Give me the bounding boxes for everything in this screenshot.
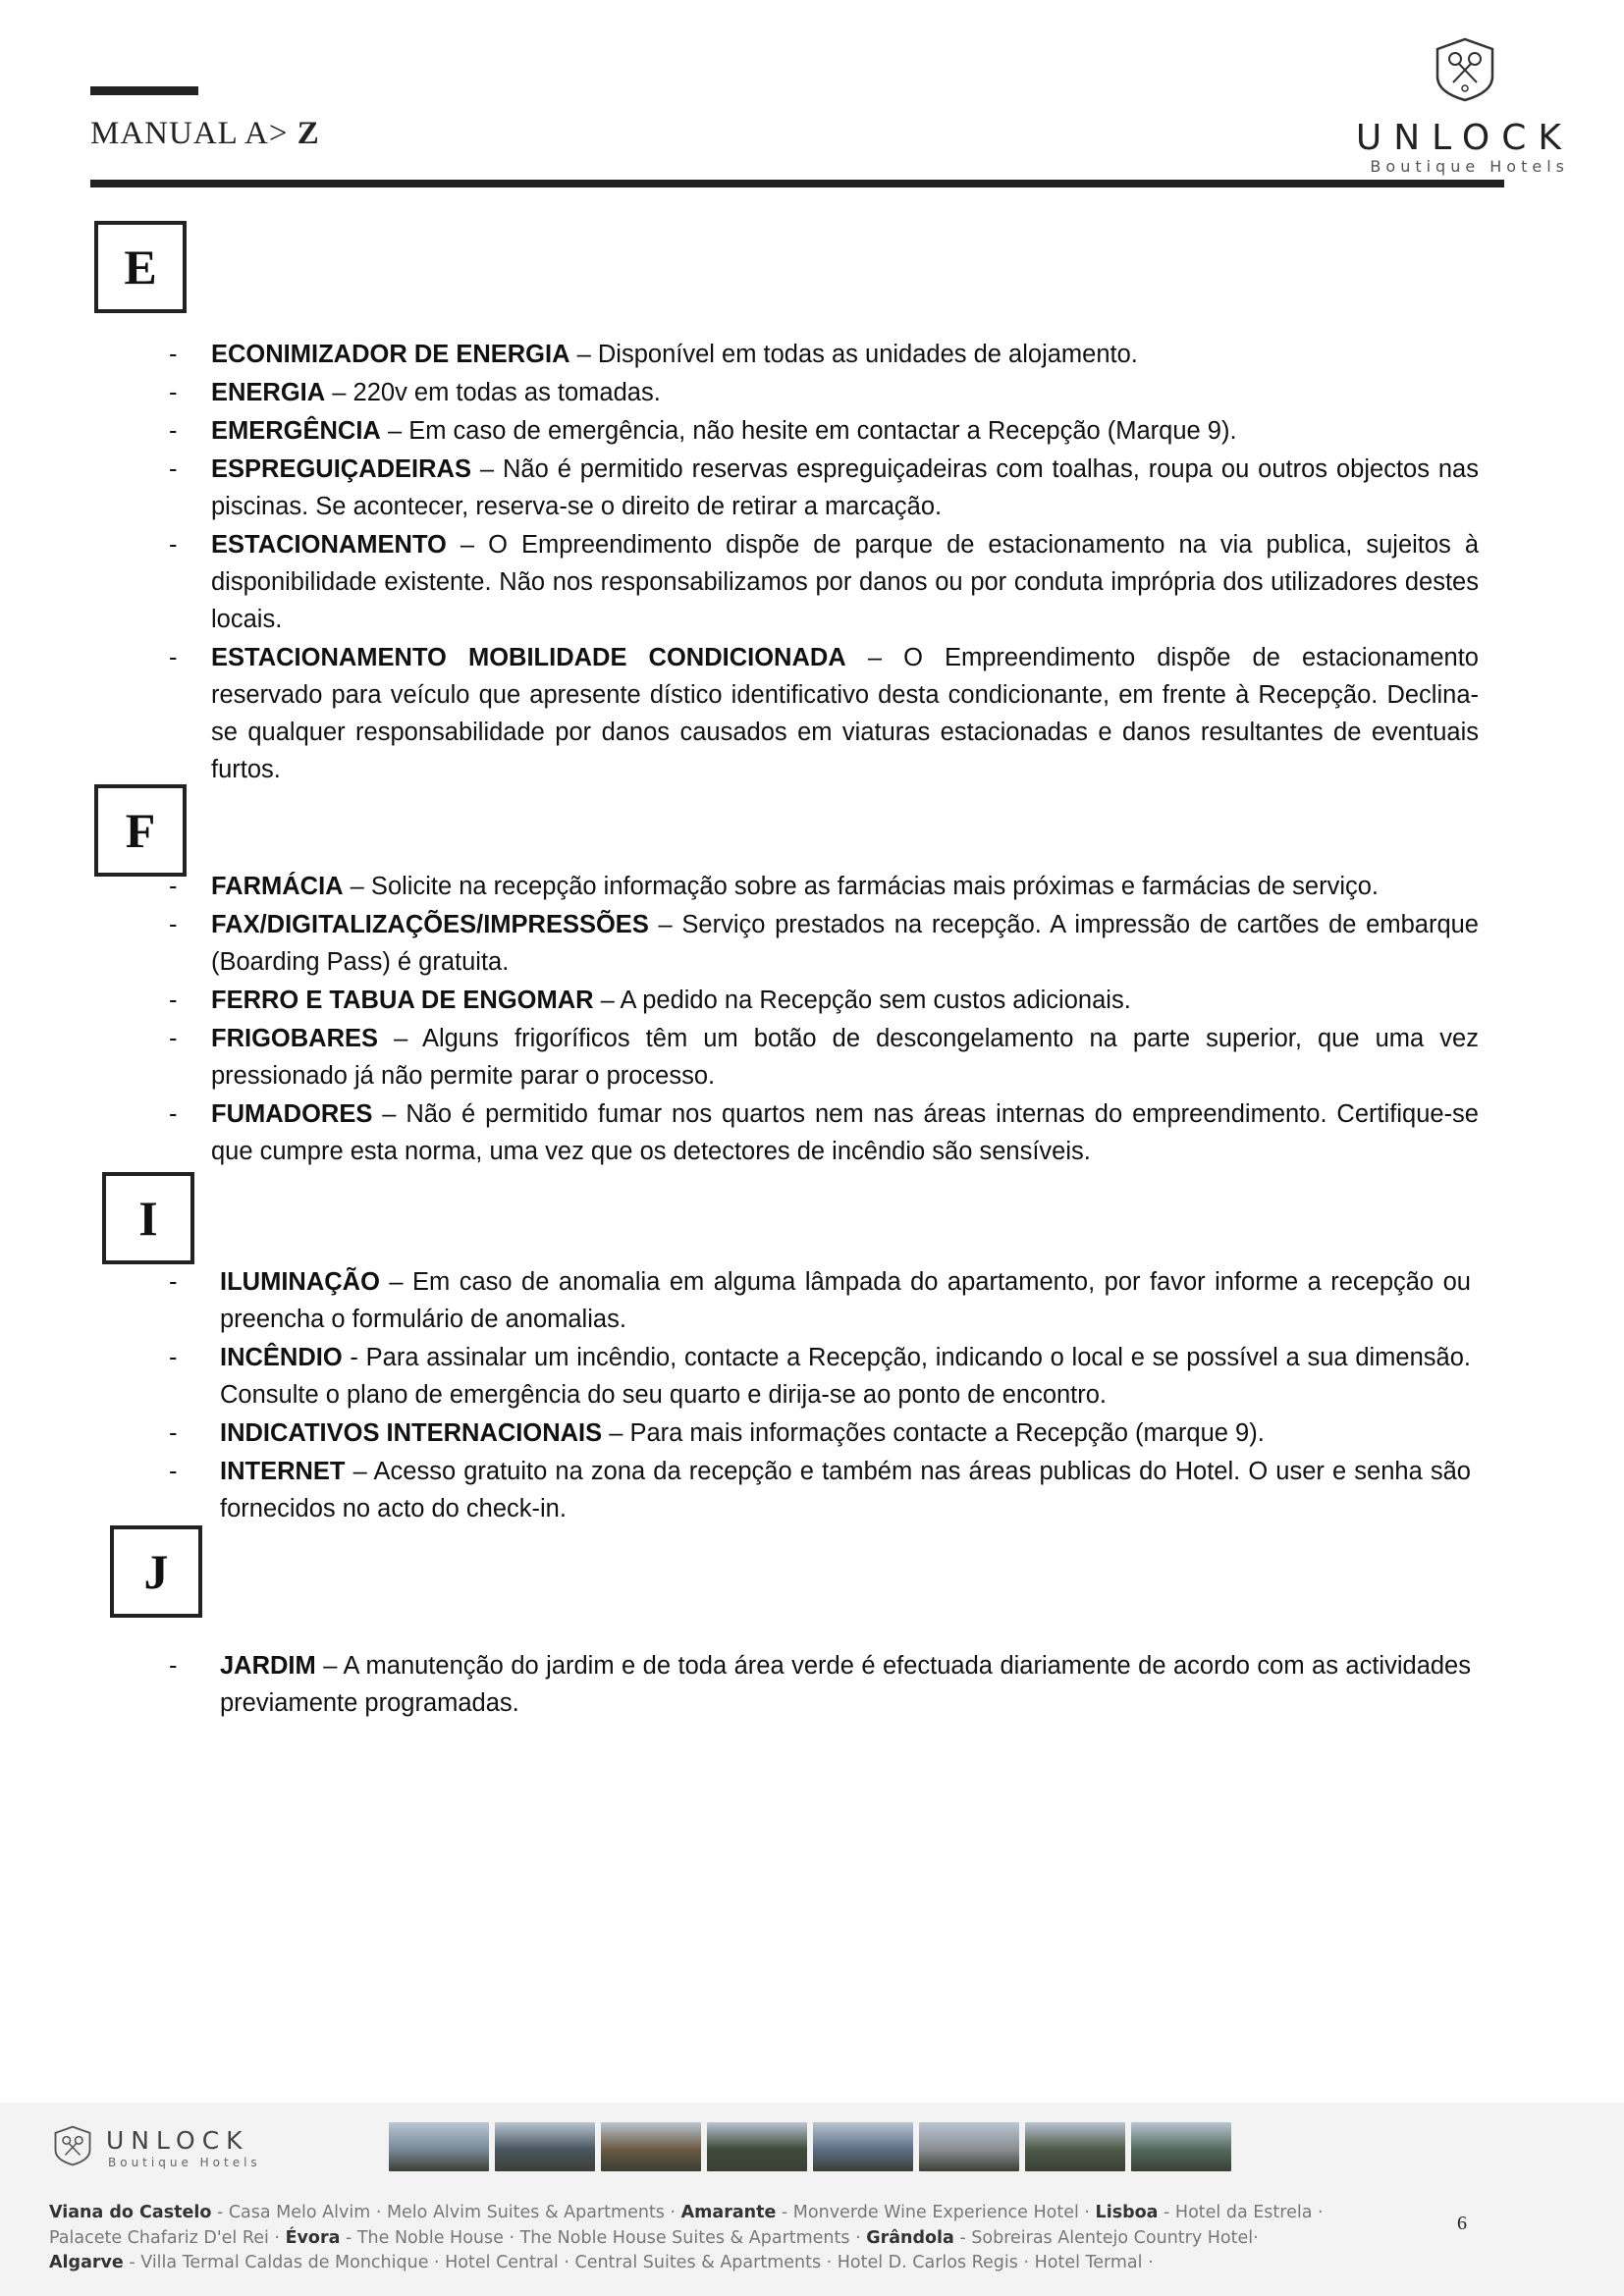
page-footer [0,2103,1624,2296]
hotel-photo [389,2122,489,2171]
section-e-list [169,336,1479,789]
list-item: - ESTACIONAMENTO MOBILIDADE CONDICIONADA – O Empreendimento dispõe de estacionamento reservado para veículo que apresente dístico identificativo desta condicionante, em frente à Recepção. Declina-se qualquer responsabilidade por danos causados em viaturas estacionadas e danos resultantes de eventuais furtos. [169,644,1479,783]
list-item: - INDICATIVOS INTERNACIONAIS – Para mais informações contacte a Recepção (marque 9). [169,1419,1265,1447]
hotel-photo [1131,2122,1231,2171]
list-item: - FRIGOBARES – Alguns frigoríficos têm um botão de descongelamento na parte superior, que uma vez pressionado já não permite parar o processo. [169,1025,1479,1090]
list-item: - ENERGIA – 220v em todas as tomadas. [169,379,661,406]
footer-brand-subtitle: Boutique Hotels [108,2156,261,2169]
region-name: Algarve [49,2253,124,2272]
header-accent-bar [90,86,198,95]
footer-brand-logo [53,2124,308,2173]
hotel-names: - The Noble House · The Noble House Suites & Apartments · [340,2227,867,2248]
section-i-list [169,1263,1471,1528]
list-item: - INCÊNDIO - Para assinalar um incêndio, contacte a Recepção, indicando o local e se possível a sua dimensão. Consulte o plano de emergência do seu quarto e dirija-se ao ponto de encontro. [169,1344,1471,1409]
section-letter-j: J [110,1525,202,1618]
list-item: - FARMÁCIA – Solicite na recepção informação sobre as farmácias mais próximas e farmácias de serviço. [169,873,1380,900]
hotel-names: - Villa Termal Caldas de Monchique · Hotel Central · Central Suites & Apartments · Hotel D. Carlos Regis · Hotel Termal · [123,2253,1154,2272]
section-letter-f: F [94,784,187,877]
header-divider [90,180,1504,187]
keys-crest-icon [53,2124,92,2167]
region-name: Amarante [680,2203,777,2222]
hotel-names: - Hotel da Estrela · [1158,2203,1324,2222]
footer-location-line [49,2251,1522,2276]
hotel-photo [1025,2122,1125,2171]
hotel-names: - Sobreiras Alentejo Country Hotel· [953,2227,1259,2248]
hotel-names: - Monverde Wine Experience Hotel · [776,2203,1096,2222]
footer-location-line [49,2226,1522,2252]
region-name: Grândola [866,2227,954,2248]
keys-crest-icon [1434,37,1496,102]
list-item: - INTERNET – Acesso gratuito na zona da recepção e também nas áreas publicas do Hotel. O user e senha são fornecidos no acto do check-in. [169,1458,1471,1522]
hotel-photo [495,2122,595,2171]
brand-subtitle: Boutique Hotels [1370,157,1569,176]
hotel-photo [601,2122,701,2171]
hotel-photo-strip [389,2122,1231,2171]
list-item: - ILUMINAÇÃO – Em caso de anomalia em alguma lâmpada do apartamento, por favor informe a recepção ou preencha o formulário de anomalias. [169,1268,1471,1333]
hotel-photo [919,2122,1019,2171]
footer-brand-name: UNLOCK [106,2126,249,2155]
list-item: - FUMADORES – Não é permitido fumar nos quartos nem nas áreas internas do empreendimento. Certifique-se que cumpre esta norma, uma vez que os detectores de incêndio são sensíveis. [169,1100,1479,1165]
region-name: Viana do Castelo [49,2203,212,2222]
list-item: - ECONIMIZADOR DE ENERGIA – Disponível em todas as unidades de alojamento. [169,341,1138,368]
page-number: 6 [1457,2213,1467,2234]
section-f-list [169,868,1479,1171]
section-letter-e: E [94,221,187,313]
hotel-photo [707,2122,807,2171]
list-item: - JARDIM – A manutenção do jardim e de toda área verde é efectuada diariamente de acordo com as actividades previamente programadas. [169,1652,1471,1717]
manual-title: MANUAL A> Z [90,116,320,151]
section-j-list [169,1647,1471,1723]
list-item: - FAX/DIGITALIZAÇÕES/IMPRESSÕES – Serviço prestados na recepção. A impressão de cartões de embarque (Boarding Pass) é gratuita. [169,911,1479,976]
list-item: - FERRO E TABUA DE ENGOMAR – A pedido na Recepção sem custos adicionais. [169,987,1131,1014]
region-name: Évora [285,2227,341,2248]
list-item: - EMERGÊNCIA – Em caso de emergência, não hesite em contactar a Recepção (Marque 9). [169,417,1237,445]
footer-location-line [49,2201,1522,2226]
list-item: - ESPREGUIÇADEIRAS – Não é permitido reservas espreguiçadeiras com toalhas, roupa ou outros objectos nas piscinas. Se acontecer, reserva-se o direito de retirar a marcação. [169,455,1479,520]
region-name: Lisboa [1095,2203,1159,2222]
brand-name: UNLOCK [1355,118,1573,158]
list-item: - ESTACIONAMENTO – O Empreendimento dispõe de parque de estacionamento na via publica, sujeitos à disponibilidade existente. Não nos responsabilizamos por danos ou por conduta imprópria dos utilizadores destes locais. [169,531,1479,633]
hotel-locations-list [49,2201,1522,2276]
hotel-names: Palacete Chafariz D'el Rei · [49,2227,286,2248]
hotel-photo [813,2122,913,2171]
hotel-names: - Casa Melo Alvim · Melo Alvim Suites & Apartments · [211,2203,681,2222]
section-letter-i: I [102,1172,194,1264]
